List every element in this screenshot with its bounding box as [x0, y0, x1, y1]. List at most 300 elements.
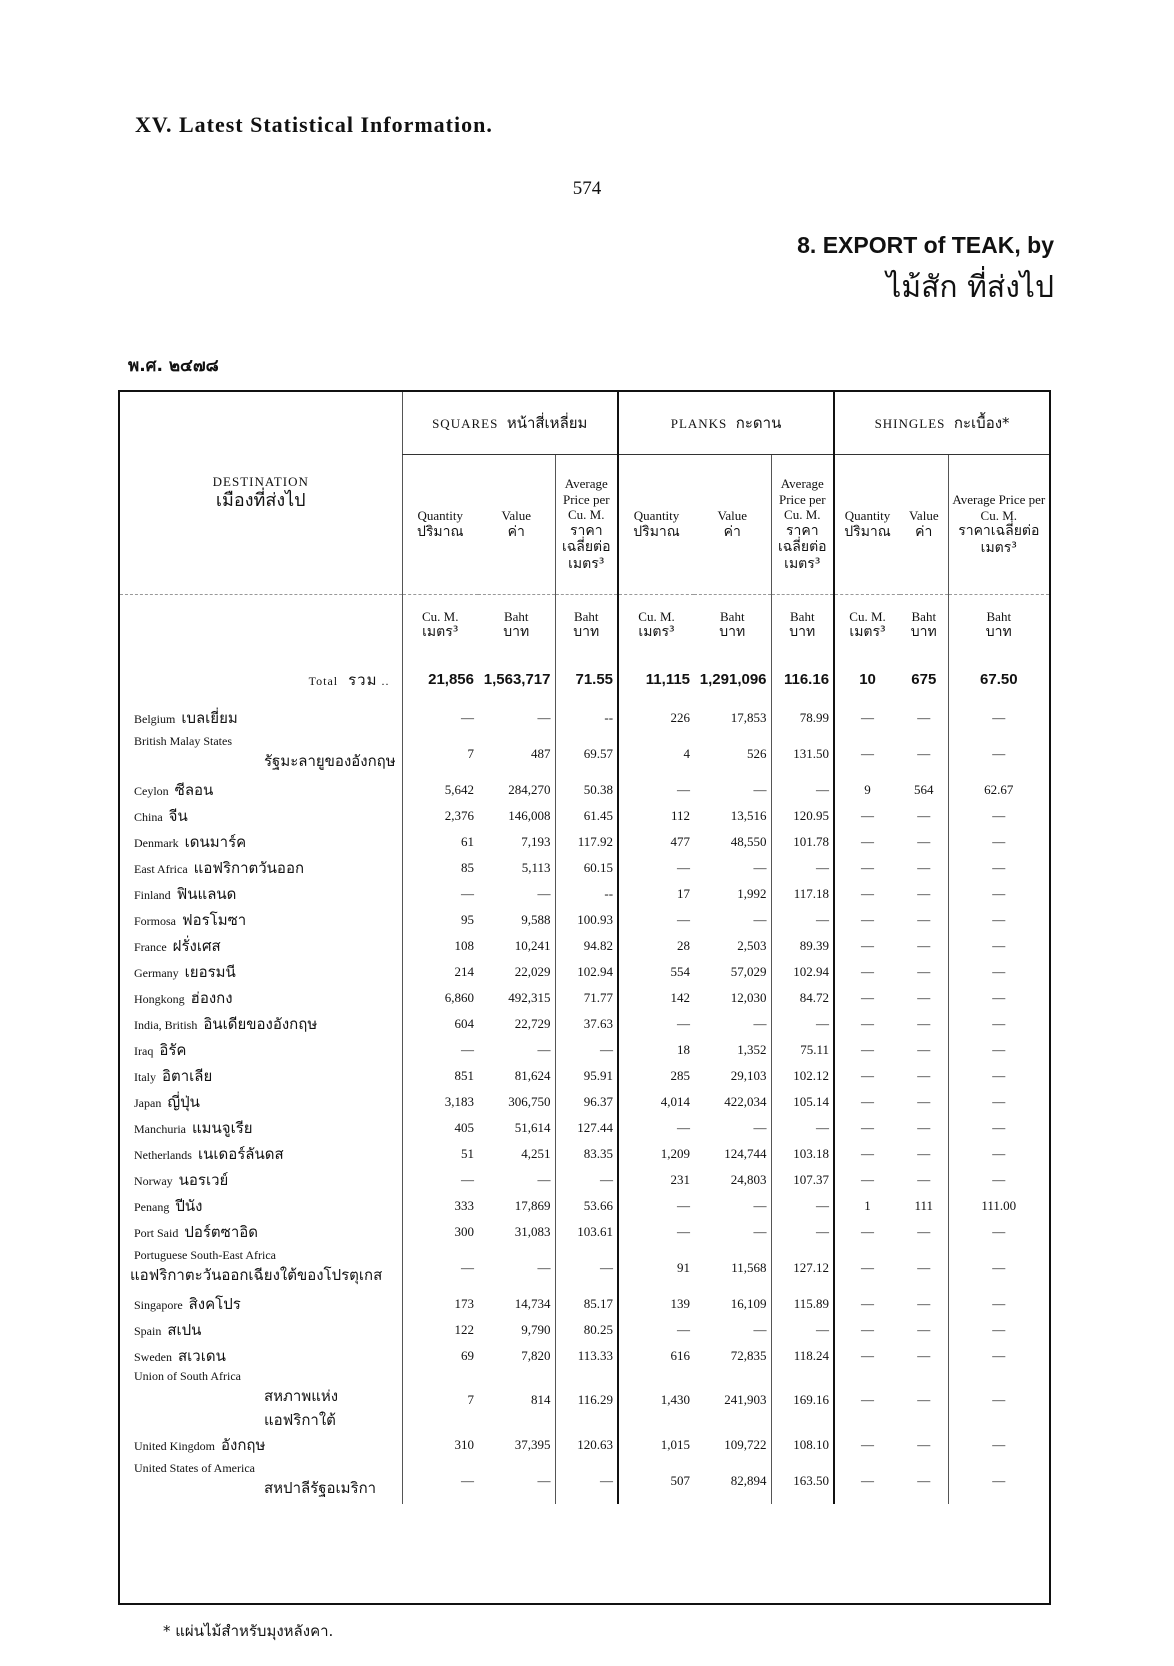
value-cell: 124,744 — [724, 1145, 767, 1161]
value-cell: 122 — [402, 1317, 478, 1343]
value-cell: — — [753, 1119, 767, 1135]
destination-en: Netherlands — [134, 1147, 192, 1162]
table-row — [120, 1458, 1049, 1504]
value-cell: 306,750 — [508, 1093, 551, 1109]
value-cell: 17,869 — [514, 1197, 551, 1213]
value-cell: 82,894 — [730, 1472, 767, 1488]
value-cell: 9,790 — [521, 1321, 551, 1337]
value-cell: 100.93 — [555, 907, 618, 933]
value-cell: — — [917, 911, 931, 927]
value-cell: 85.17 — [555, 1291, 618, 1317]
destination-th: ฝรั่งเศส — [172, 936, 221, 955]
group-header-squares — [402, 392, 618, 455]
value-cell: 29,103 — [730, 1067, 767, 1083]
destination-en: China — [134, 809, 163, 824]
value-cell: — — [834, 1458, 900, 1504]
value-cell: 72,835 — [730, 1347, 767, 1363]
value-cell: 61 — [402, 829, 478, 855]
value-cell: — — [834, 1343, 900, 1369]
value-cell: — — [948, 1115, 1049, 1141]
value-cell: — — [753, 859, 767, 875]
value-cell: — — [834, 731, 900, 777]
value-cell: — — [771, 777, 834, 803]
destination-th: สหภาพแห่งแอฟริกาใต้ — [264, 1386, 339, 1429]
total-label: Total รวม .. — [308, 670, 390, 689]
value-cell: — — [618, 907, 694, 933]
value-cell: — — [948, 705, 1049, 731]
value-cell: 564 — [914, 781, 934, 797]
value-cell: — — [834, 855, 900, 881]
value-cell: 492,315 — [508, 989, 551, 1005]
value-cell: — — [555, 1037, 618, 1063]
destination-cell — [120, 777, 402, 803]
value-cell: 28 — [618, 933, 694, 959]
value-cell: — — [555, 1245, 618, 1291]
value-cell: — — [753, 1223, 767, 1239]
value-cell: — — [917, 1067, 931, 1083]
value-cell: 102.12 — [771, 1063, 834, 1089]
table-row — [120, 985, 1049, 1011]
value-cell: 69 — [402, 1343, 478, 1369]
value-cell: 127.12 — [771, 1245, 834, 1291]
table-row — [120, 1369, 1049, 1432]
section-heading: XV. Latest Statistical Information. — [135, 112, 493, 137]
value-cell: 117.92 — [555, 829, 618, 855]
value-cell: — — [917, 1321, 931, 1337]
value-cell: — — [948, 1432, 1049, 1458]
value-cell: 108 — [402, 933, 478, 959]
total-cell: 116.16 — [771, 655, 834, 705]
value-cell: — — [618, 1193, 694, 1219]
destination-header-th: เมืองที่ส่งไป — [215, 490, 306, 511]
table-row — [120, 829, 1049, 855]
value-cell: 101.78 — [771, 829, 834, 855]
destination-en: British Malay States — [134, 734, 232, 748]
value-cell: — — [948, 1089, 1049, 1115]
value-cell: — — [948, 1317, 1049, 1343]
unit-header-empty — [120, 595, 402, 655]
value-cell: — — [402, 1245, 478, 1291]
unit-baht: Baht บาท — [555, 595, 618, 655]
value-cell: 9 — [834, 777, 900, 803]
destination-en: France — [134, 939, 167, 954]
group-header-planks — [618, 392, 834, 455]
value-cell: 814 — [531, 1392, 551, 1407]
destination-th: แมนจูเรีย — [191, 1118, 253, 1137]
value-cell: — — [771, 1115, 834, 1141]
destination-header — [120, 392, 402, 595]
sub-header-value: Value ค่า — [908, 508, 939, 540]
unit-cu-m: Cu. M. เมตร³ — [618, 595, 694, 655]
value-cell: — — [948, 1167, 1049, 1193]
value-cell: 115.89 — [771, 1291, 834, 1317]
value-cell: — — [917, 1392, 931, 1407]
table-row — [120, 1167, 1049, 1193]
value-cell: — — [834, 1037, 900, 1063]
value-cell: 241,903 — [724, 1392, 767, 1407]
value-cell: 118.24 — [771, 1343, 834, 1369]
value-cell: 2,503 — [737, 937, 767, 953]
value-cell: 51,614 — [514, 1119, 551, 1135]
destination-en: United States of America — [134, 1461, 255, 1475]
value-cell: — — [917, 833, 931, 849]
value-cell: — — [753, 1015, 767, 1031]
total-cell: 10 — [834, 655, 900, 705]
table-title-thai: ไม้สัก ที่ส่งไป — [886, 270, 1054, 305]
destination-th: ฟอรโมซา — [182, 910, 247, 929]
destination-cell — [120, 829, 402, 855]
value-cell: — — [948, 985, 1049, 1011]
table-row — [120, 731, 1049, 777]
destination-cell — [120, 855, 402, 881]
value-cell: 4 — [618, 731, 694, 777]
value-cell: 10,241 — [514, 937, 551, 953]
value-cell: 50.38 — [555, 777, 618, 803]
value-cell: 113.33 — [555, 1343, 618, 1369]
unit-baht: Baht บาท — [719, 608, 746, 641]
value-cell: — — [834, 1432, 900, 1458]
destination-th: แอฟริกาตวันออก — [193, 858, 305, 877]
destination-cell — [120, 1011, 402, 1037]
value-cell: — — [771, 1317, 834, 1343]
destination-en: Italy — [134, 1069, 156, 1084]
value-cell: — — [917, 1347, 931, 1363]
value-cell: 604 — [402, 1011, 478, 1037]
destination-th: สเวเดน — [178, 1346, 226, 1365]
value-cell: — — [948, 881, 1049, 907]
destination-cell — [120, 1245, 402, 1291]
value-cell: — — [917, 1093, 931, 1109]
value-cell: — — [834, 1089, 900, 1115]
value-cell: 102.94 — [555, 959, 618, 985]
destination-th: จีน — [168, 806, 188, 825]
destination-th: อิตาเลีย — [162, 1066, 213, 1085]
table-row — [120, 1141, 1049, 1167]
value-cell: — — [834, 985, 900, 1011]
value-cell: 139 — [618, 1291, 694, 1317]
value-cell: — — [917, 1223, 931, 1239]
value-cell: — — [948, 959, 1049, 985]
value-cell: — — [402, 1167, 478, 1193]
destination-th: อังกฤษ — [221, 1435, 266, 1454]
value-cell: 12,030 — [730, 989, 767, 1005]
value-cell: — — [834, 1245, 900, 1291]
value-cell: 51 — [402, 1141, 478, 1167]
total-cell: 67.50 — [948, 655, 1049, 705]
value-cell: 11,568 — [731, 1259, 767, 1275]
destination-cell — [120, 1037, 402, 1063]
destination-th: ฟินแลนด — [176, 884, 237, 903]
value-cell: — — [948, 1343, 1049, 1369]
value-cell: — — [537, 709, 551, 725]
destination-cell — [120, 1343, 402, 1369]
value-cell: 1,209 — [618, 1141, 694, 1167]
value-cell: — — [618, 1115, 694, 1141]
value-cell: 62.67 — [948, 777, 1049, 803]
value-cell: — — [917, 1041, 931, 1057]
value-cell: 81,624 — [514, 1067, 551, 1083]
value-cell: 22,029 — [514, 963, 551, 979]
destination-th: ฮ่องกง — [190, 988, 233, 1007]
value-cell: — — [771, 1193, 834, 1219]
table-row — [120, 1343, 1049, 1369]
unit-baht: Baht บาท — [503, 608, 530, 641]
value-cell: 91 — [618, 1245, 694, 1291]
value-cell: 111 — [914, 1197, 934, 1213]
total-cell: 71.55 — [555, 655, 618, 705]
value-cell: — — [834, 933, 900, 959]
value-cell: 109,722 — [724, 1436, 767, 1452]
value-cell: — — [618, 777, 694, 803]
value-cell: — — [555, 1167, 618, 1193]
year-label: พ.ศ. ๒๔๗๘ — [128, 356, 219, 376]
group-shingles-en: SHINGLES — [874, 416, 946, 431]
value-cell: 78.99 — [771, 705, 834, 731]
destination-en: Norway — [134, 1173, 173, 1188]
value-cell: 116.29 — [555, 1369, 618, 1432]
value-cell: — — [917, 709, 931, 725]
destination-th: สเปน — [167, 1320, 202, 1339]
destination-cell — [120, 1089, 402, 1115]
value-cell: — — [917, 1472, 931, 1488]
value-cell: — — [402, 1458, 478, 1504]
destination-cell — [120, 907, 402, 933]
value-cell: — — [948, 731, 1049, 777]
destination-cell — [120, 959, 402, 985]
destination-th: สิงคโปร — [188, 1294, 241, 1313]
value-cell: 142 — [618, 985, 694, 1011]
destination-cell — [120, 933, 402, 959]
value-cell: 405 — [402, 1115, 478, 1141]
table-row — [120, 803, 1049, 829]
destination-cell — [120, 1167, 402, 1193]
destination-th: เบลเยี่ยม — [181, 708, 238, 727]
page-number: 574 — [572, 178, 602, 199]
value-cell: — — [402, 1037, 478, 1063]
value-cell: 120.63 — [555, 1432, 618, 1458]
destination-th: สหปาลีรัฐอเมริกา — [264, 1479, 377, 1497]
value-cell: — — [917, 807, 931, 823]
value-cell: 5,642 — [402, 777, 478, 803]
destination-th: อินเดียของอังกฤษ — [203, 1014, 318, 1033]
value-cell: 95 — [402, 907, 478, 933]
value-cell: — — [834, 1115, 900, 1141]
destination-en: Union of South Africa — [134, 1368, 241, 1383]
destination-th: ญี่ปุ่น — [167, 1092, 200, 1111]
table-body — [120, 655, 1049, 1504]
value-cell: — — [948, 1369, 1049, 1432]
value-cell: 851 — [402, 1063, 478, 1089]
table-title-english: 8. EXPORT of TEAK, by — [797, 232, 1054, 258]
destination-en: Germany — [134, 965, 179, 980]
value-cell: 7,193 — [521, 833, 551, 849]
sub-header-quantity: Quantity ปริมาณ — [618, 455, 694, 595]
group-planks-th: กะดาน — [735, 414, 782, 432]
value-cell: — — [555, 1458, 618, 1504]
value-cell: — — [834, 881, 900, 907]
value-cell: 226 — [618, 705, 694, 731]
table-row — [120, 777, 1049, 803]
destination-en: United Kingdom — [134, 1438, 215, 1453]
value-cell: — — [948, 1219, 1049, 1245]
value-cell: 127.44 — [555, 1115, 618, 1141]
destination-th: ซีลอน — [174, 780, 214, 799]
destination-cell — [120, 1115, 402, 1141]
table-row — [120, 1193, 1049, 1219]
value-cell: 22,729 — [514, 1015, 551, 1031]
destination-th: เดนมาร์ค — [184, 832, 247, 851]
sub-header-value: Value ค่า — [501, 508, 532, 540]
destination-cell — [120, 1141, 402, 1167]
export-table — [120, 392, 1049, 1504]
value-cell: 57,029 — [730, 963, 767, 979]
value-cell: — — [537, 885, 551, 901]
destination-en: Japan — [134, 1095, 162, 1110]
value-cell: 163.50 — [771, 1458, 834, 1504]
destination-th: อิรัค — [159, 1040, 187, 1059]
value-cell: 53.66 — [555, 1193, 618, 1219]
sub-header-average: Average Price per Cu. M. ราคาเฉลี่ยต่อเมตร³ — [555, 455, 618, 595]
unit-baht: Baht บาท — [771, 595, 834, 655]
value-cell: — — [834, 1219, 900, 1245]
destination-cell — [120, 1432, 402, 1458]
value-cell: — — [834, 959, 900, 985]
group-planks-en: PLANKS — [670, 416, 728, 431]
table-row — [120, 855, 1049, 881]
value-cell: — — [771, 907, 834, 933]
value-cell: 284,270 — [508, 781, 551, 797]
value-cell: — — [834, 705, 900, 731]
value-cell: -- — [555, 705, 618, 731]
value-cell: — — [402, 881, 478, 907]
value-cell: — — [618, 1317, 694, 1343]
value-cell: 112 — [618, 803, 694, 829]
value-cell: 14,734 — [514, 1295, 551, 1311]
value-cell: 4,251 — [521, 1145, 551, 1161]
value-cell: — — [948, 803, 1049, 829]
value-cell: 117.18 — [771, 881, 834, 907]
value-cell: — — [948, 1037, 1049, 1063]
value-cell: — — [917, 885, 931, 901]
value-cell: 16,109 — [730, 1295, 767, 1311]
value-cell: 107.37 — [771, 1167, 834, 1193]
group-squares-en: SQUARES — [432, 416, 499, 431]
value-cell: — — [834, 1167, 900, 1193]
value-cell: 18 — [618, 1037, 694, 1063]
value-cell: — — [834, 803, 900, 829]
destination-en: Manchuria — [134, 1121, 186, 1136]
value-cell: 214 — [402, 959, 478, 985]
table-row — [120, 1245, 1049, 1291]
value-cell: 1,992 — [737, 885, 767, 901]
total-cell: 675 — [911, 671, 937, 688]
value-cell: 7,820 — [521, 1347, 551, 1363]
group-squares-th: หน้าสี่เหลี่ยม — [506, 414, 588, 432]
destination-cell — [120, 1063, 402, 1089]
destination-cell — [120, 881, 402, 907]
value-cell: 108.10 — [771, 1432, 834, 1458]
table-row — [120, 705, 1049, 731]
export-table-frame — [118, 390, 1051, 1605]
value-cell: — — [537, 1171, 551, 1187]
value-cell: 146,008 — [508, 807, 551, 823]
value-cell: 94.82 — [555, 933, 618, 959]
value-cell: 1,015 — [618, 1432, 694, 1458]
value-cell: 37.63 — [555, 1011, 618, 1037]
table-row — [120, 1063, 1049, 1089]
destination-cell — [120, 1219, 402, 1245]
value-cell: — — [753, 781, 767, 797]
table-row — [120, 1291, 1049, 1317]
value-cell: 7 — [402, 1369, 478, 1432]
value-cell: — — [948, 855, 1049, 881]
destination-cell — [120, 803, 402, 829]
total-cell: 11,115 — [618, 655, 694, 705]
destination-en: Formosa — [134, 913, 176, 928]
value-cell: — — [537, 1259, 551, 1275]
value-cell: — — [771, 1011, 834, 1037]
value-cell: 13,516 — [730, 807, 767, 823]
value-cell: 61.45 — [555, 803, 618, 829]
value-cell: 477 — [618, 829, 694, 855]
table-row — [120, 1037, 1049, 1063]
destination-en: Iraq — [134, 1043, 154, 1058]
destination-en: Denmark — [134, 835, 179, 850]
table-row — [120, 1317, 1049, 1343]
sub-header-quantity: Quantity ปริมาณ — [834, 455, 900, 595]
value-cell: 300 — [402, 1219, 478, 1245]
destination-en: Spain — [134, 1323, 162, 1338]
destination-cell — [120, 1369, 402, 1432]
value-cell: 5,113 — [521, 859, 551, 875]
value-cell: — — [618, 855, 694, 881]
value-cell: 487 — [531, 745, 551, 761]
value-cell: — — [834, 1011, 900, 1037]
value-cell: — — [948, 933, 1049, 959]
value-cell: — — [537, 1472, 551, 1488]
table-row — [120, 959, 1049, 985]
destination-th: นอรเวย์ — [178, 1170, 229, 1189]
value-cell: — — [948, 1011, 1049, 1037]
value-cell: 75.11 — [771, 1037, 834, 1063]
value-cell: 96.37 — [555, 1089, 618, 1115]
value-cell: 60.15 — [555, 855, 618, 881]
value-cell: 85 — [402, 855, 478, 881]
destination-en: Finland — [134, 887, 171, 902]
value-cell: 37,395 — [514, 1436, 551, 1452]
value-cell: 103.61 — [555, 1219, 618, 1245]
table-row — [120, 1432, 1049, 1458]
value-cell: — — [834, 1141, 900, 1167]
value-cell: — — [834, 1317, 900, 1343]
value-cell: — — [917, 1119, 931, 1135]
value-cell: 71.77 — [555, 985, 618, 1011]
table-row — [120, 1011, 1049, 1037]
value-cell: — — [771, 855, 834, 881]
value-cell: — — [948, 907, 1049, 933]
value-cell: — — [948, 1458, 1049, 1504]
destination-en: East Africa — [134, 861, 188, 876]
value-cell: — — [917, 1436, 931, 1452]
table-row — [120, 1219, 1049, 1245]
value-cell: 6,860 — [402, 985, 478, 1011]
total-cell: 21,856 — [402, 655, 478, 705]
value-cell: 7 — [402, 731, 478, 777]
sub-header-quantity: Quantity ปริมาณ — [402, 455, 478, 595]
value-cell: 17 — [618, 881, 694, 907]
value-cell: — — [917, 1015, 931, 1031]
destination-en: India, British — [134, 1017, 198, 1032]
